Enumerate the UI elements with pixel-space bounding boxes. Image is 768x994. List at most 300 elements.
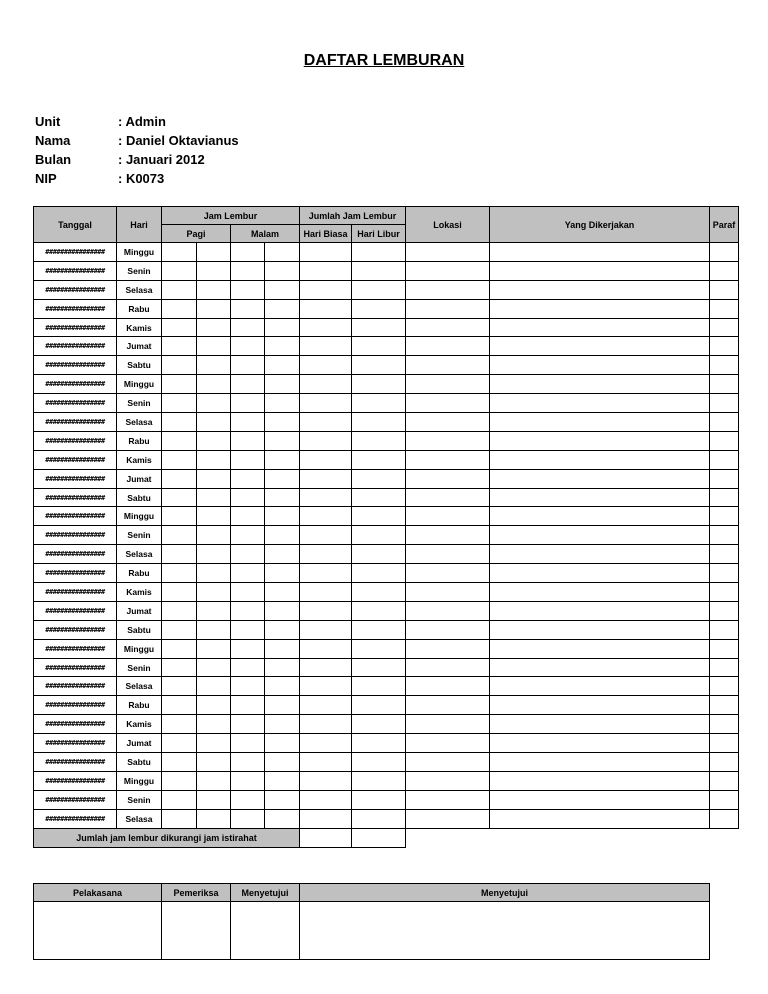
hari-biasa-cell[interactable] (300, 356, 352, 375)
malam-end-cell[interactable] (265, 375, 300, 394)
pagi-start-cell[interactable] (162, 677, 197, 696)
malam-end-cell[interactable] (265, 658, 300, 677)
pagi-end-cell[interactable] (197, 545, 231, 564)
pagi-start-cell[interactable] (162, 753, 197, 772)
hari-biasa-cell[interactable] (300, 677, 352, 696)
hari-libur-cell[interactable] (352, 677, 406, 696)
pagi-start-cell[interactable] (162, 299, 197, 318)
pagi-start-cell[interactable] (162, 583, 197, 602)
hari-biasa-cell[interactable] (300, 394, 352, 413)
paraf-cell[interactable] (710, 280, 739, 299)
malam-start-cell[interactable] (231, 696, 265, 715)
hari-libur-cell[interactable] (352, 658, 406, 677)
sig-box-pelakasana[interactable] (34, 902, 162, 960)
lokasi-cell[interactable] (406, 243, 490, 262)
malam-start-cell[interactable] (231, 734, 265, 753)
paraf-cell[interactable] (710, 564, 739, 583)
pagi-end-cell[interactable] (197, 450, 231, 469)
malam-start-cell[interactable] (231, 809, 265, 828)
lokasi-cell[interactable] (406, 488, 490, 507)
lokasi-cell[interactable] (406, 583, 490, 602)
lokasi-cell[interactable] (406, 696, 490, 715)
pagi-end-cell[interactable] (197, 583, 231, 602)
pagi-end-cell[interactable] (197, 356, 231, 375)
yang-dikerjakan-cell[interactable] (490, 375, 710, 394)
hari-libur-cell[interactable] (352, 639, 406, 658)
pagi-start-cell[interactable] (162, 526, 197, 545)
malam-start-cell[interactable] (231, 356, 265, 375)
malam-start-cell[interactable] (231, 243, 265, 262)
pagi-start-cell[interactable] (162, 469, 197, 488)
malam-start-cell[interactable] (231, 545, 265, 564)
table-row (34, 620, 739, 639)
malam-start-cell[interactable] (231, 771, 265, 790)
yang-dikerjakan-cell[interactable] (490, 394, 710, 413)
paraf-cell[interactable] (710, 715, 739, 734)
yang-dikerjakan-cell[interactable] (490, 620, 710, 639)
lokasi-cell[interactable] (406, 450, 490, 469)
malam-start-cell[interactable] (231, 431, 265, 450)
hari-libur-cell[interactable] (352, 413, 406, 432)
pagi-end-cell[interactable] (197, 299, 231, 318)
pagi-start-cell[interactable] (162, 790, 197, 809)
hari-biasa-cell[interactable] (300, 639, 352, 658)
pagi-start-cell[interactable] (162, 639, 197, 658)
malam-end-cell[interactable] (265, 431, 300, 450)
paraf-cell[interactable] (710, 734, 739, 753)
malam-start-cell[interactable] (231, 790, 265, 809)
paraf-cell[interactable] (710, 261, 739, 280)
paraf-cell[interactable] (710, 639, 739, 658)
pagi-start-cell[interactable] (162, 809, 197, 828)
yang-dikerjakan-cell[interactable] (490, 753, 710, 772)
lokasi-cell[interactable] (406, 601, 490, 620)
yang-dikerjakan-cell[interactable] (490, 337, 710, 356)
lokasi-cell[interactable] (406, 318, 490, 337)
hari-libur-cell[interactable] (352, 715, 406, 734)
malam-start-cell[interactable] (231, 507, 265, 526)
lokasi-cell[interactable] (406, 620, 490, 639)
lokasi-cell[interactable] (406, 261, 490, 280)
malam-end-cell[interactable] (265, 639, 300, 658)
paraf-cell[interactable] (710, 413, 739, 432)
yang-dikerjakan-cell[interactable] (490, 299, 710, 318)
pagi-start-cell[interactable] (162, 413, 197, 432)
malam-end-cell[interactable] (265, 809, 300, 828)
hari-biasa-cell[interactable] (300, 431, 352, 450)
paraf-cell[interactable] (710, 299, 739, 318)
paraf-cell[interactable] (710, 488, 739, 507)
hari-biasa-cell[interactable] (300, 507, 352, 526)
pagi-end-cell[interactable] (197, 526, 231, 545)
lokasi-cell[interactable] (406, 299, 490, 318)
malam-end-cell[interactable] (265, 280, 300, 299)
pagi-start-cell[interactable] (162, 243, 197, 262)
malam-start-cell[interactable] (231, 526, 265, 545)
malam-start-cell[interactable] (231, 583, 265, 602)
paraf-cell[interactable] (710, 243, 739, 262)
malam-end-cell[interactable] (265, 583, 300, 602)
hari-biasa-cell[interactable] (300, 488, 352, 507)
hari-libur-cell[interactable] (352, 583, 406, 602)
paraf-cell[interactable] (710, 450, 739, 469)
yang-dikerjakan-cell[interactable] (490, 356, 710, 375)
hari-libur-cell[interactable] (352, 620, 406, 639)
malam-end-cell[interactable] (265, 677, 300, 696)
paraf-cell[interactable] (710, 526, 739, 545)
pagi-end-cell[interactable] (197, 507, 231, 526)
malam-end-cell[interactable] (265, 545, 300, 564)
paraf-cell[interactable] (710, 771, 739, 790)
yang-dikerjakan-cell[interactable] (490, 450, 710, 469)
paraf-cell[interactable] (710, 394, 739, 413)
malam-end-cell[interactable] (265, 601, 300, 620)
total-label: Jumlah jam lembur dikurangi jam istirahat (34, 828, 300, 847)
hari-biasa-cell[interactable] (300, 771, 352, 790)
pagi-start-cell[interactable] (162, 431, 197, 450)
hari-libur-cell[interactable] (352, 545, 406, 564)
yang-dikerjakan-cell[interactable] (490, 639, 710, 658)
yang-dikerjakan-cell[interactable] (490, 677, 710, 696)
hari-biasa-cell[interactable] (300, 753, 352, 772)
sig-box-menyetujui-2[interactable] (300, 902, 710, 960)
lokasi-cell[interactable] (406, 753, 490, 772)
malam-end-cell[interactable] (265, 488, 300, 507)
malam-end-cell[interactable] (265, 413, 300, 432)
pagi-start-cell[interactable] (162, 545, 197, 564)
sig-box-pemeriksa[interactable] (162, 902, 231, 960)
paraf-cell[interactable] (710, 790, 739, 809)
yang-dikerjakan-cell[interactable] (490, 469, 710, 488)
hari-biasa-cell[interactable] (300, 564, 352, 583)
hari-libur-cell[interactable] (352, 507, 406, 526)
header-jam-lembur: Jam Lembur (162, 207, 300, 225)
yang-dikerjakan-cell[interactable] (490, 809, 710, 828)
hari-biasa-cell[interactable] (300, 337, 352, 356)
hari-libur-cell[interactable] (352, 526, 406, 545)
hari-biasa-cell[interactable] (300, 734, 352, 753)
malam-start-cell[interactable] (231, 337, 265, 356)
hari-biasa-cell[interactable] (300, 469, 352, 488)
lokasi-cell[interactable] (406, 507, 490, 526)
hari-biasa-cell[interactable] (300, 413, 352, 432)
hari-libur-cell[interactable] (352, 488, 406, 507)
pagi-end-cell[interactable] (197, 715, 231, 734)
hari-biasa-cell[interactable] (300, 375, 352, 394)
pagi-start-cell[interactable] (162, 771, 197, 790)
hari-biasa-cell[interactable] (300, 809, 352, 828)
total-hari-libur-cell[interactable] (352, 828, 406, 847)
hari-libur-cell[interactable] (352, 696, 406, 715)
day-cell: Minggu (117, 243, 162, 262)
lokasi-cell[interactable] (406, 639, 490, 658)
malam-end-cell[interactable] (265, 564, 300, 583)
pagi-end-cell[interactable] (197, 734, 231, 753)
yang-dikerjakan-cell[interactable] (490, 318, 710, 337)
hari-biasa-cell[interactable] (300, 299, 352, 318)
hari-biasa-cell[interactable] (300, 261, 352, 280)
malam-start-cell[interactable] (231, 375, 265, 394)
yang-dikerjakan-cell[interactable] (490, 261, 710, 280)
hari-libur-cell[interactable] (352, 469, 406, 488)
lokasi-cell[interactable] (406, 280, 490, 299)
hari-biasa-cell[interactable] (300, 696, 352, 715)
pagi-start-cell[interactable] (162, 318, 197, 337)
pagi-end-cell[interactable] (197, 469, 231, 488)
malam-end-cell[interactable] (265, 337, 300, 356)
lokasi-cell[interactable] (406, 375, 490, 394)
pagi-end-cell[interactable] (197, 243, 231, 262)
malam-end-cell[interactable] (265, 507, 300, 526)
pagi-end-cell[interactable] (197, 318, 231, 337)
hari-biasa-cell[interactable] (300, 658, 352, 677)
pagi-end-cell[interactable] (197, 658, 231, 677)
lokasi-cell[interactable] (406, 526, 490, 545)
lokasi-cell[interactable] (406, 677, 490, 696)
pagi-end-cell[interactable] (197, 431, 231, 450)
pagi-end-cell[interactable] (197, 601, 231, 620)
yang-dikerjakan-cell[interactable] (490, 545, 710, 564)
paraf-cell[interactable] (710, 431, 739, 450)
paraf-cell[interactable] (710, 507, 739, 526)
pagi-start-cell[interactable] (162, 715, 197, 734)
pagi-start-cell[interactable] (162, 356, 197, 375)
yang-dikerjakan-cell[interactable] (490, 715, 710, 734)
paraf-cell[interactable] (710, 318, 739, 337)
pagi-start-cell[interactable] (162, 394, 197, 413)
day-cell: Kamis (117, 450, 162, 469)
yang-dikerjakan-cell[interactable] (490, 413, 710, 432)
pagi-start-cell[interactable] (162, 601, 197, 620)
hari-libur-cell[interactable] (352, 564, 406, 583)
pagi-start-cell[interactable] (162, 280, 197, 299)
yang-dikerjakan-cell[interactable] (490, 658, 710, 677)
malam-start-cell[interactable] (231, 639, 265, 658)
pagi-start-cell[interactable] (162, 507, 197, 526)
hari-libur-cell[interactable] (352, 450, 406, 469)
pagi-end-cell[interactable] (197, 564, 231, 583)
malam-start-cell[interactable] (231, 677, 265, 696)
malam-start-cell[interactable] (231, 394, 265, 413)
yang-dikerjakan-cell[interactable] (490, 601, 710, 620)
malam-end-cell[interactable] (265, 734, 300, 753)
malam-start-cell[interactable] (231, 488, 265, 507)
pagi-end-cell[interactable] (197, 771, 231, 790)
pagi-end-cell[interactable] (197, 375, 231, 394)
paraf-cell[interactable] (710, 658, 739, 677)
pagi-end-cell[interactable] (197, 753, 231, 772)
hari-libur-cell[interactable] (352, 753, 406, 772)
yang-dikerjakan-cell[interactable] (490, 526, 710, 545)
table-row (34, 809, 739, 828)
pagi-start-cell[interactable] (162, 658, 197, 677)
table-row (34, 280, 739, 299)
malam-end-cell[interactable] (265, 526, 300, 545)
pagi-end-cell[interactable] (197, 639, 231, 658)
hari-libur-cell[interactable] (352, 809, 406, 828)
malam-end-cell[interactable] (265, 696, 300, 715)
paraf-cell[interactable] (710, 469, 739, 488)
malam-end-cell[interactable] (265, 450, 300, 469)
hari-libur-cell[interactable] (352, 734, 406, 753)
paraf-cell[interactable] (710, 356, 739, 375)
paraf-cell[interactable] (710, 545, 739, 564)
malam-end-cell[interactable] (265, 771, 300, 790)
lokasi-cell[interactable] (406, 734, 490, 753)
malam-end-cell[interactable] (265, 356, 300, 375)
header-yang-dikerjakan: Yang Dikerjakan (490, 207, 710, 243)
pagi-end-cell[interactable] (197, 696, 231, 715)
hari-biasa-cell[interactable] (300, 715, 352, 734)
paraf-cell[interactable] (710, 809, 739, 828)
hari-libur-cell[interactable] (352, 356, 406, 375)
lokasi-cell[interactable] (406, 431, 490, 450)
paraf-cell[interactable] (710, 696, 739, 715)
yang-dikerjakan-cell[interactable] (490, 243, 710, 262)
pagi-start-cell[interactable] (162, 488, 197, 507)
pagi-start-cell[interactable] (162, 337, 197, 356)
hari-biasa-cell[interactable] (300, 450, 352, 469)
lokasi-cell[interactable] (406, 790, 490, 809)
day-cell: Jumat (117, 469, 162, 488)
info-row-bulan (35, 150, 239, 169)
day-cell: Selasa (117, 545, 162, 564)
pagi-end-cell[interactable] (197, 394, 231, 413)
pagi-end-cell[interactable] (197, 280, 231, 299)
malam-start-cell[interactable] (231, 715, 265, 734)
yang-dikerjakan-cell[interactable] (490, 431, 710, 450)
yang-dikerjakan-cell[interactable] (490, 280, 710, 299)
header-tanggal: Tanggal (34, 207, 117, 243)
yang-dikerjakan-cell[interactable] (490, 583, 710, 602)
hari-libur-cell[interactable] (352, 601, 406, 620)
paraf-cell[interactable] (710, 601, 739, 620)
hari-libur-cell[interactable] (352, 261, 406, 280)
malam-end-cell[interactable] (265, 790, 300, 809)
hari-libur-cell[interactable] (352, 280, 406, 299)
malam-start-cell[interactable] (231, 753, 265, 772)
pagi-end-cell[interactable] (197, 337, 231, 356)
hari-libur-cell[interactable] (352, 337, 406, 356)
malam-start-cell[interactable] (231, 413, 265, 432)
hari-biasa-cell[interactable] (300, 790, 352, 809)
hari-libur-cell[interactable] (352, 318, 406, 337)
hari-libur-cell[interactable] (352, 771, 406, 790)
hari-biasa-cell[interactable] (300, 601, 352, 620)
lokasi-cell[interactable] (406, 394, 490, 413)
pagi-end-cell[interactable] (197, 488, 231, 507)
pagi-end-cell[interactable] (197, 809, 231, 828)
hari-libur-cell[interactable] (352, 431, 406, 450)
pagi-start-cell[interactable] (162, 564, 197, 583)
date-cell: ################ (34, 790, 117, 809)
lokasi-cell[interactable] (406, 771, 490, 790)
hari-biasa-cell[interactable] (300, 243, 352, 262)
hari-biasa-cell[interactable] (300, 280, 352, 299)
malam-start-cell[interactable] (231, 261, 265, 280)
lokasi-cell[interactable] (406, 658, 490, 677)
yang-dikerjakan-cell[interactable] (490, 564, 710, 583)
yang-dikerjakan-cell[interactable] (490, 771, 710, 790)
lokasi-cell[interactable] (406, 337, 490, 356)
malam-start-cell[interactable] (231, 620, 265, 639)
malam-end-cell[interactable] (265, 469, 300, 488)
hari-biasa-cell[interactable] (300, 583, 352, 602)
date-cell: ################ (34, 715, 117, 734)
malam-end-cell[interactable] (265, 753, 300, 772)
paraf-cell[interactable] (710, 677, 739, 696)
malam-start-cell[interactable] (231, 280, 265, 299)
pagi-end-cell[interactable] (197, 677, 231, 696)
hari-biasa-cell[interactable] (300, 620, 352, 639)
pagi-start-cell[interactable] (162, 696, 197, 715)
yang-dikerjakan-cell[interactable] (490, 734, 710, 753)
malam-start-cell[interactable] (231, 658, 265, 677)
lokasi-cell[interactable] (406, 356, 490, 375)
malam-end-cell[interactable] (265, 243, 300, 262)
hari-libur-cell[interactable] (352, 299, 406, 318)
pagi-start-cell[interactable] (162, 620, 197, 639)
hari-biasa-cell[interactable] (300, 526, 352, 545)
malam-end-cell[interactable] (265, 620, 300, 639)
hari-libur-cell[interactable] (352, 243, 406, 262)
paraf-cell[interactable] (710, 753, 739, 772)
yang-dikerjakan-cell[interactable] (490, 488, 710, 507)
malam-start-cell[interactable] (231, 318, 265, 337)
lokasi-cell[interactable] (406, 564, 490, 583)
yang-dikerjakan-cell[interactable] (490, 696, 710, 715)
paraf-cell[interactable] (710, 337, 739, 356)
lokasi-cell[interactable] (406, 809, 490, 828)
malam-end-cell[interactable] (265, 394, 300, 413)
total-hari-biasa-cell[interactable] (300, 828, 352, 847)
paraf-cell[interactable] (710, 375, 739, 394)
pagi-start-cell[interactable] (162, 734, 197, 753)
lokasi-cell[interactable] (406, 469, 490, 488)
hari-libur-cell[interactable] (352, 394, 406, 413)
pagi-start-cell[interactable] (162, 261, 197, 280)
lokasi-cell[interactable] (406, 413, 490, 432)
hari-biasa-cell[interactable] (300, 318, 352, 337)
pagi-end-cell[interactable] (197, 620, 231, 639)
pagi-start-cell[interactable] (162, 375, 197, 394)
malam-start-cell[interactable] (231, 469, 265, 488)
lokasi-cell[interactable] (406, 545, 490, 564)
malam-end-cell[interactable] (265, 318, 300, 337)
malam-start-cell[interactable] (231, 450, 265, 469)
signature-table (33, 883, 710, 960)
yang-dikerjakan-cell[interactable] (490, 790, 710, 809)
yang-dikerjakan-cell[interactable] (490, 507, 710, 526)
hari-biasa-cell[interactable] (300, 545, 352, 564)
pagi-end-cell[interactable] (197, 261, 231, 280)
paraf-cell[interactable] (710, 583, 739, 602)
malam-end-cell[interactable] (265, 261, 300, 280)
sig-box-menyetujui[interactable] (231, 902, 300, 960)
malam-start-cell[interactable] (231, 564, 265, 583)
lokasi-cell[interactable] (406, 715, 490, 734)
malam-start-cell[interactable] (231, 299, 265, 318)
pagi-end-cell[interactable] (197, 413, 231, 432)
pagi-start-cell[interactable] (162, 450, 197, 469)
hari-libur-cell[interactable] (352, 790, 406, 809)
pagi-end-cell[interactable] (197, 790, 231, 809)
paraf-cell[interactable] (710, 620, 739, 639)
hari-libur-cell[interactable] (352, 375, 406, 394)
malam-end-cell[interactable] (265, 299, 300, 318)
malam-start-cell[interactable] (231, 601, 265, 620)
malam-end-cell[interactable] (265, 715, 300, 734)
